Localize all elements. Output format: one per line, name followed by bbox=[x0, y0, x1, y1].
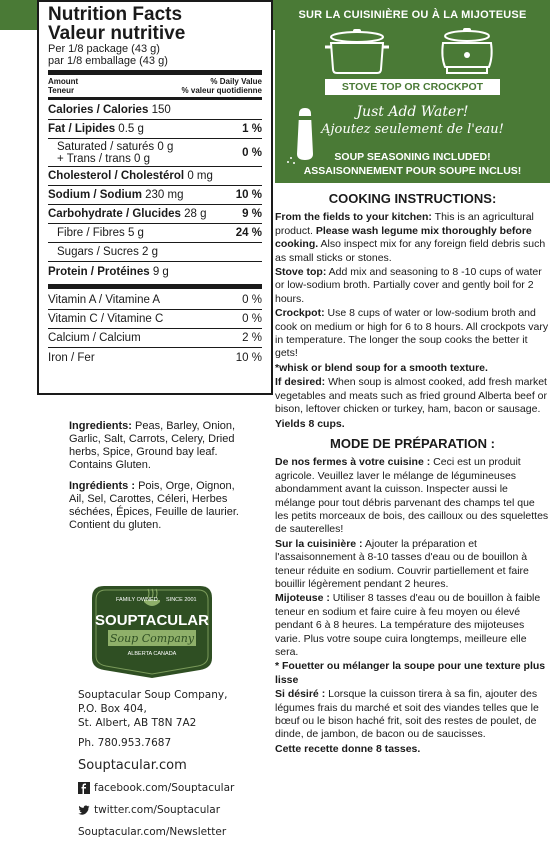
banner-top-text: SUR LA CUISINIÈRE OU À LA MIJOTEUSE bbox=[298, 9, 527, 21]
mineral-row-iron: Iron / Fer 10 % bbox=[48, 351, 262, 364]
seasoning-included-fr: ASSAISONNEMENT POUR SOUPE INCLUS! bbox=[303, 165, 522, 177]
mode-para-fouetter: * Fouetter ou mélanger la soupe pour une texture plus lisse bbox=[275, 660, 546, 686]
facebook-icon bbox=[78, 782, 90, 794]
nutrient-row-protein: Protein / Protéines 9 g bbox=[48, 265, 169, 278]
mode-preparation-heading: MODE DE PRÉPARATION : bbox=[330, 435, 495, 451]
facebook-link[interactable]: facebook.com/Souptacular bbox=[78, 778, 248, 798]
daily-value-label-fr: % valeur quotidienne bbox=[181, 86, 262, 95]
mineral-row-calcium: Calcium / Calcium 2 % bbox=[48, 329, 262, 348]
company-website[interactable]: Souptacular.com bbox=[78, 758, 187, 773]
nutrition-facts-panel bbox=[37, 0, 273, 395]
daily-value-label-en: % Daily Value bbox=[210, 77, 262, 86]
twitter-icon bbox=[78, 804, 90, 816]
svg-text:ALBERTA CANADA: ALBERTA CANADA bbox=[127, 651, 177, 657]
medium-divider bbox=[48, 97, 262, 100]
cooking-para-yields: Yields 8 cups. bbox=[275, 417, 345, 430]
nutrient-row-sodium: Sodium / Sodium 230 mg 10 % bbox=[48, 186, 262, 205]
company-city: St. Albert, AB T8N 7A2 bbox=[78, 717, 197, 729]
seasoning-included-en: SOUP SEASONING INCLUDED! bbox=[334, 151, 491, 163]
cooking-para-if-desired: If desired: When soup is almost cooked, add fresh market vegetables and meats such as fried ground Alberta beef or bison, leftover chicken or turkey, ham, bacon or sausage. bbox=[275, 376, 548, 416]
thick-divider bbox=[48, 70, 262, 75]
ingredients-en: Ingredients: Peas, Barley, Onion, Garlic, Salt, Carrots, Celery, Dried herbs, Spice, Ground bay leaf. Contains Gluten. bbox=[69, 420, 236, 471]
twitter-link[interactable]: twitter.com/Souptacular bbox=[78, 800, 248, 820]
green-banner bbox=[275, 0, 550, 183]
ajoutez-eau-text: Ajoutez seulement de l'eau! bbox=[321, 122, 504, 137]
company-name: Souptacular Soup Company, bbox=[78, 689, 228, 701]
company-phone: Ph. 780.953.7687 bbox=[78, 737, 172, 749]
instructions-block bbox=[275, 190, 550, 757]
ingredients-fr: Ingrédients : Pois, Orge, Oignon, Ail, Sel, Carottes, Céleri, Herbes séchées, Épices, Feuille de laurier. Contient du gluten. bbox=[69, 480, 239, 531]
nutrition-title-en: Nutrition Facts bbox=[48, 4, 183, 25]
company-po-box: P.O. Box 404, bbox=[78, 703, 147, 715]
vitamin-row-c: Vitamin C / Vitamine C 0 % bbox=[48, 310, 262, 329]
svg-text:FAMILY OWNED: FAMILY OWNED bbox=[116, 597, 158, 603]
svg-text:Soup Company: Soup Company bbox=[109, 632, 195, 645]
nutrient-row-cholesterol: Cholesterol / Cholestérol 0 mg bbox=[48, 167, 262, 186]
amount-label-fr: Teneur bbox=[48, 86, 75, 95]
newsletter-link[interactable]: Souptacular.com/Newsletter bbox=[78, 826, 227, 838]
nutrient-row-saturated: Saturated / saturés 0 g + Trans / trans 0 g 0 % bbox=[48, 139, 262, 167]
cooking-instructions-heading: COOKING INSTRUCTIONS: bbox=[328, 191, 497, 206]
svg-text:SINCE 2001: SINCE 2001 bbox=[166, 597, 197, 603]
stove-top-banner: STOVE TOP OR CROCKPOT bbox=[325, 79, 500, 95]
stove-pot-icon bbox=[323, 27, 391, 77]
cooking-para-whisk: *whisk or blend soup for a smooth texture. bbox=[275, 361, 488, 374]
nutrient-row-fibre: Fibre / Fibres 5 g 24 % bbox=[48, 224, 262, 243]
mode-para-cuisiniere: Sur la cuisinière : Ajouter la préparation et l'assaisonnement à 8-10 tasses d'eau ou de bouillon à teneur réduite en sodium. Couvrir partiellement et faire bouillir légèrement pendant 2 heures. bbox=[275, 537, 529, 590]
svg-text:SOUPTACULAR: SOUPTACULAR bbox=[95, 612, 209, 629]
serving-size-fr: par 1/8 emballage (43 g) bbox=[48, 55, 168, 67]
right-column bbox=[275, 0, 550, 862]
vitamin-row-a: Vitamin A / Vitamine A 0 % bbox=[48, 291, 262, 310]
nutrient-row-calories: Calories / Calories 150 bbox=[48, 101, 262, 120]
serving-size-en: Per 1/8 package (43 g) bbox=[48, 43, 160, 55]
ingredients-block bbox=[69, 420, 239, 540]
nutrient-row-sugars: Sugars / Sucres 2 g bbox=[48, 243, 262, 262]
mode-para-recette: Cette recette donne 8 tasses. bbox=[275, 742, 421, 755]
crockpot-icon bbox=[435, 27, 499, 77]
nutrient-row-fat: Fat / Lipides 0.5 g 1 % bbox=[48, 120, 262, 139]
mode-para-fermes: De nos fermes à votre cuisine : Ceci est un produit agricole. Veuillez laver le mélange de légumineuses abondamment avant la cuisson. Inspecter aussi le mélange pour tout débris parvenant des champs tel que les petits morceaux de bois, des cailloux ou des squelettes de sauterelles! bbox=[275, 456, 549, 536]
cooking-para-crockpot: Crockpot: Use 8 cups of water or low-sodium broth and cook on medium or high for 6 to 8 hours. All crockpots vary in temperature. The longer the soup cooks the better it gets! bbox=[275, 307, 549, 360]
souptacular-logo bbox=[78, 580, 226, 680]
nutrition-title-fr: Valeur nutritive bbox=[48, 23, 186, 44]
thick-divider-vitamins bbox=[48, 284, 262, 289]
cooking-para-fields: From the fields to your kitchen: This is an agricultural product. Please wash legume mix thoroughly before cooking. Also inspect mix for any foreign field debris such as small sticks or stones. bbox=[275, 211, 546, 264]
cooking-para-stove: Stove top: Add mix and seasoning to 8 -10 cups of water or low-sodium broth. Partially cover and gently boil for 2 hours. bbox=[275, 266, 542, 305]
mode-para-si-desire: Si désiré : Lorsque la cuisson tirera à sa fin, ajouter des légumes frais du marché et soit des viandes telles que le bœuf ou le bison haché frit, soit des restes de poulet, de dinde, de jambon, de bacon ou de saucisses. bbox=[275, 688, 539, 741]
header-row-fr bbox=[48, 86, 262, 95]
amount-label-en: Amount bbox=[48, 77, 79, 86]
company-info bbox=[78, 688, 248, 842]
header-row-en bbox=[48, 77, 262, 86]
nutrient-row-carbohydrate: Carbohydrate / Glucides 28 g 9 % bbox=[48, 205, 262, 224]
just-add-water-text: Just Add Water! bbox=[356, 104, 469, 120]
mode-para-mijoteuse: Mijoteuse : Utiliser 8 tasses d'eau ou de bouillon à faible teneur en sodium et faire cuire à feu moyen ou élevé pendant 6 à 8 heures. La température des mijoteuses varie. Plus votre soupe cuira longtemps, meilleure elle sera. bbox=[275, 592, 541, 658]
